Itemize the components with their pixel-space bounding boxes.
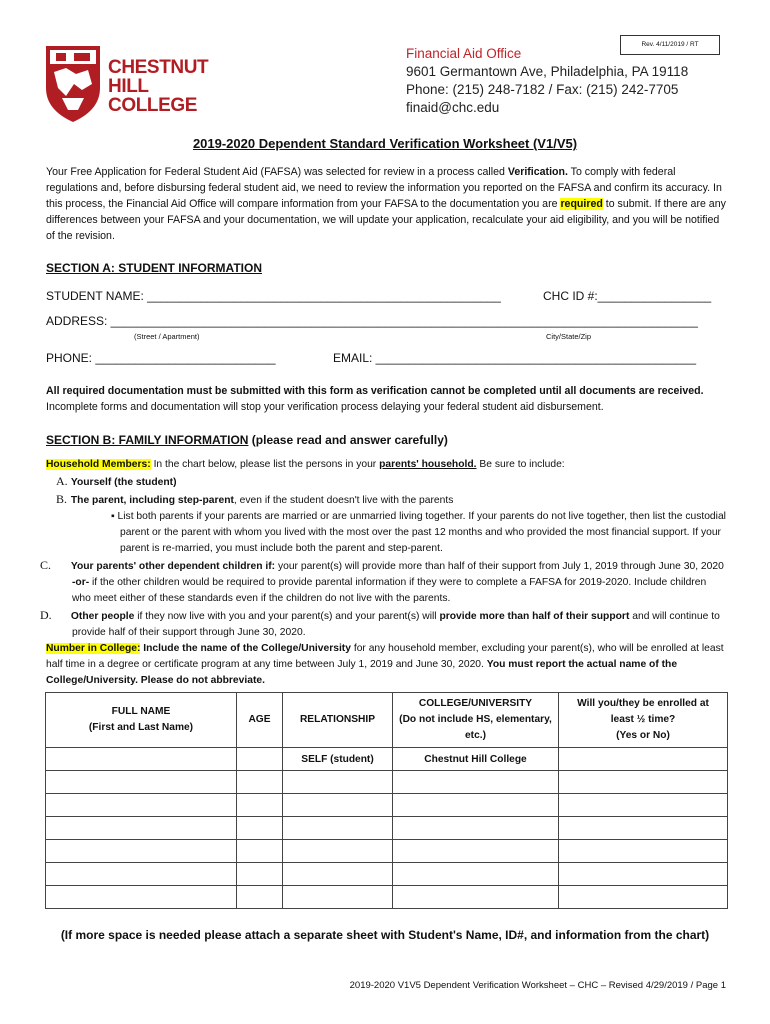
table-row [46,886,728,909]
table-row [46,748,728,771]
section-b-heading: SECTION B: FAMILY INFORMATION (please read and answer carefully) [46,433,448,447]
household-table [45,692,728,909]
cell-enrolled[interactable] [559,748,728,771]
extra-space-note: (If more space is needed please attach a separate sheet with Student's Name, ID#, and information from the chart) [60,928,710,942]
number-in-college-note: Number in College: Include the name of the College/University for any household member, excluding your parent(s), who will be enrolled at least half time in a degree or certificate program at any time between July 1, 2019 and June 30, 2020. You must report the actual name of the College/University. Please do not abbreviate. [46,643,724,686]
office-contact-block [406,45,688,117]
list-item: D. Other people if they now live with you and your parent(s) and your parent(s) will provide more than half of their support and will continue to provide half of their support through June 30, 2020. [40,608,720,638]
street-hint: (Street / Apartment) [134,332,200,341]
office-phone-fax: Phone: (215) 248-7182 / Fax: (215) 242-7705 [406,82,679,97]
intro-paragraph: Your Free Application for Federal Student Aid (FAFSA) was selected for review in a process called Verification. To comply with federal regulations and, before disbursing federal student aid, we need to review the information you reported on the FAFSA and confirm its accuracy. In this process, the Financial Aid Office will compare information from your FAFSA to the documentation you are required to submit. If there are any differences between your FAFSA and your documentation, we will update your application, recalculate your aid eligibility, and you will be notified of the revision. [46,166,726,242]
table-header-row [46,693,728,748]
office-title: Financial Aid Office [406,46,522,61]
page-title: 2019-2020 Dependent Standard Verification Worksheet (V1/V5) [192,136,578,151]
office-address: 9601 Germantown Ave, Philadelphia, PA 19118 [406,64,689,79]
table-row [46,771,728,794]
table-row [46,863,728,886]
household-instructions: Household Members: In the chart below, please list the persons in your parents' household. Be sure to include: A. Yourself (the student) B. The parent, including step-parent, even if the student doesn't live with the parents ▪ List both parents if your parents are married or are unmarried living together. If your parents do not live together, then list the custodial parent or the parent with whom you lived with the most over the past 12 months and who provided the most financial support. If your parent is re-married, you must include both the parent and step-parent. C. Your parents' other dependent children if: your parent(s) will provide more than half of their support from July 1, 2019 through June 30, 2020 -or- if the other children would be required to provide parental information if they were to complete a FAFSA for 2019-2020. Include children who meet either of these standards even if the children do not live with the parents. D. Other people if they now live with you and your parent(s) and your parent(s) will provide more than half of their support and will continue to provide half of their support through June 30, 2020. Number in College: Include the name of the College/University for any household member, excluding your parent(s), who will be enrolled at least half time in a degree or certificate program at any time between July 1, 2019 and June 30, 2020. You must report the actual name of the College/University. Please do not abbreviate. [46,457,726,689]
bullet-icon: ▪ [111,511,115,522]
table-row [46,794,728,817]
chc-id-field[interactable]: CHC ID #:_________________ [543,289,712,303]
list-item: A. Yourself (the student) [56,474,177,488]
documentation-notice: All required documentation must be submitted with this form as verification cannot be completed until all documents are received. Incomplete forms and documentation will stop your verification process delaying your federal student aid disbursement. [46,385,704,413]
col-relationship: RELATIONSHIP [283,693,393,748]
office-email: finaid@chc.edu [406,100,500,115]
cell-college: Chestnut Hill College [393,748,559,771]
logo-wordmark: CHESTNUT HILL COLLEGE [108,57,209,116]
cell-age[interactable] [237,748,283,771]
page-footer: 2019-2020 V1V5 Dependent Verification Worksheet – CHC – Revised 4/29/2019 / Page 1 [349,980,726,991]
col-college: COLLEGE/UNIVERSITY (Do not include HS, elementary, etc.) [393,693,559,748]
phone-field[interactable]: PHONE: ___________________________ [46,351,276,365]
table-row [46,840,728,863]
email-field[interactable]: EMAIL: ________________________________________________ [333,351,697,365]
col-age: AGE [237,693,283,748]
list-item: ▪ List both parents if your parents are married or are unmarried living together. If your parents do not live together, then list the custodial parent or the parent with whom you lived with the most over the past 12 months and who provided the most financial support. If your parent is re-married, you must include both the parent and step-parent. [111,511,726,554]
list-item: C. Your parents' other dependent children if: your parent(s) will provide more than half of their support from July 1, 2019 through June 30, 2020 -or- if the other children would be required to provide parental information if they were to complete a FAFSA for 2019-2020. Include children who meet either of these standards even if the children do not live with the parents. [40,558,724,604]
list-item: B. The parent, including step-parent, even if the student doesn't live with the parents [56,492,454,506]
cell-name[interactable] [46,748,237,771]
col-full-name: FULL NAME (First and Last Name) [46,693,237,748]
city-hint: City/State/Zip [546,332,592,341]
revision-box: Rev. 4/11/2019 / RT [620,35,720,55]
col-enrolled-half-time: Will you/they be enrolled at least ½ time? (Yes or No) [559,693,728,748]
table-row [46,817,728,840]
student-name-field[interactable]: STUDENT NAME: _____________________________________________________ [46,289,501,303]
cell-relationship: SELF (student) [283,748,393,771]
address-field[interactable]: ADDRESS: ________________________________________________________________________________________ [46,314,698,328]
section-a-heading: SECTION A: STUDENT INFORMATION [46,261,262,275]
